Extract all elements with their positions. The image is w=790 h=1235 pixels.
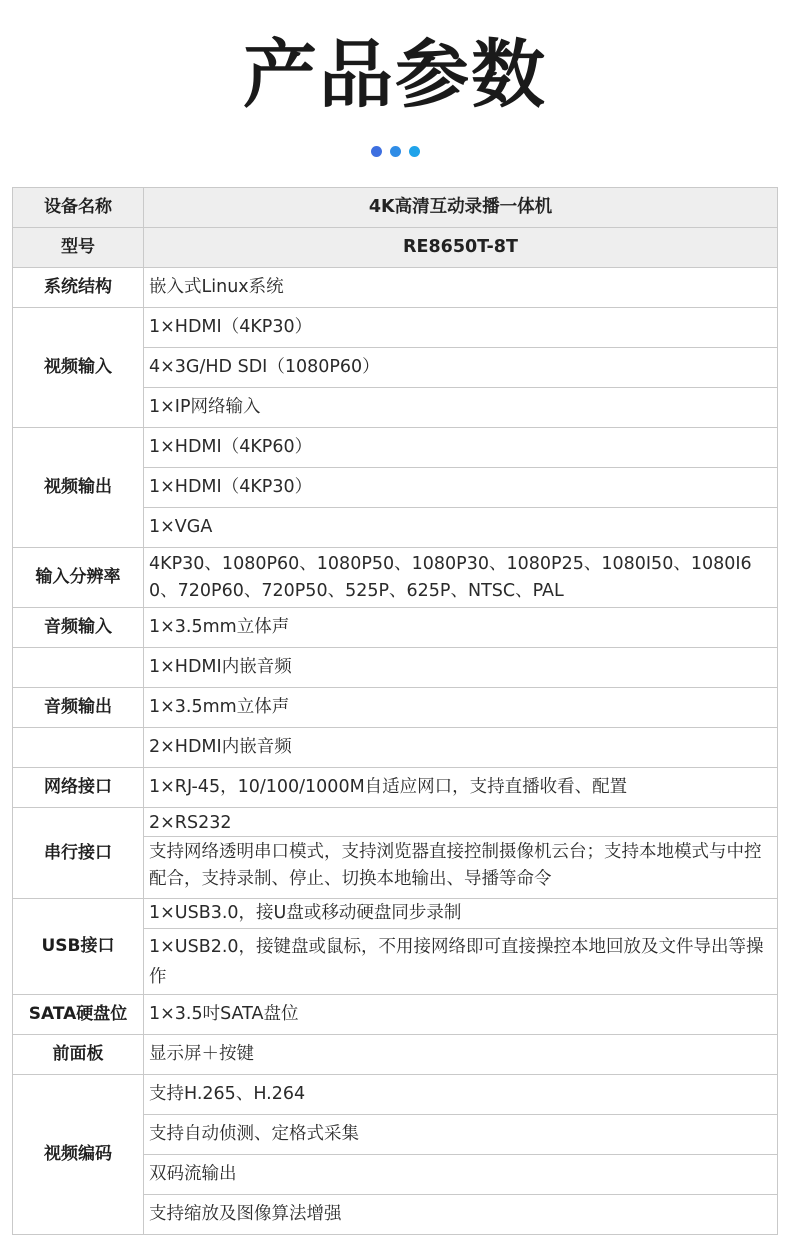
row-value: 双码流输出 bbox=[144, 1155, 778, 1195]
row-label: 串行接口 bbox=[13, 808, 144, 899]
table-row bbox=[13, 188, 778, 228]
dot-3 bbox=[409, 146, 420, 157]
row-value: 1×HDMI（4KP30） bbox=[144, 308, 778, 348]
row-value: 1×HDMI（4KP30） bbox=[144, 468, 778, 508]
table-row bbox=[13, 728, 778, 768]
row-value: 支持网络透明串口模式，支持浏览器直接控制摄像机云台；支持本地模式与中控配合，支持录制、停止、切换本地输出、导播等命令 bbox=[149, 842, 762, 889]
table-row bbox=[13, 899, 778, 929]
row-label: 输入分辨率 bbox=[13, 548, 144, 608]
row-value: 支持自动侦测、定格式采集 bbox=[144, 1115, 778, 1155]
row-value: 2×RS232 bbox=[144, 811, 777, 837]
empty-label-cell bbox=[13, 728, 144, 768]
row-value: 支持H.265、H.264 bbox=[144, 1075, 778, 1115]
table-row bbox=[13, 608, 778, 648]
device-name-value: 4K高清互动录播一体机 bbox=[144, 188, 778, 228]
row-value: 显示屏＋按键 bbox=[144, 1035, 778, 1075]
row-value: 4×3G/HD SDI（1080P60） bbox=[144, 348, 778, 388]
row-value: 1×USB3.0，接U盘或移动硬盘同步录制 bbox=[144, 899, 778, 929]
table-row bbox=[13, 995, 778, 1035]
row-label: 音频输入 bbox=[13, 608, 144, 648]
row-value: 1×USB2.0，接键盘或鼠标，不用接网络即可直接操控本地回放及文件导出等操作 bbox=[144, 929, 778, 995]
page-title: 产品参数 bbox=[243, 32, 547, 118]
row-value: 嵌入式Linux系统 bbox=[144, 268, 778, 308]
row-label: SATA硬盘位 bbox=[13, 995, 144, 1035]
table-row bbox=[13, 1035, 778, 1075]
row-value: 1×IP网络输入 bbox=[144, 388, 778, 428]
row-value: 1×3.5mm立体声 bbox=[144, 608, 778, 648]
row-value: 支持缩放及图像算法增强 bbox=[144, 1195, 778, 1235]
row-label: 网络接口 bbox=[13, 768, 144, 808]
row-value: 1×RJ-45，10/100/1000M自适应网口，支持直播收看、配置 bbox=[144, 768, 778, 808]
empty-label-cell bbox=[13, 648, 144, 688]
table-row bbox=[13, 308, 778, 348]
row-label: 视频编码 bbox=[13, 1075, 144, 1235]
row-value: 1×VGA bbox=[144, 508, 778, 548]
row-value: 1×3.5吋SATA盘位 bbox=[144, 995, 778, 1035]
table-row bbox=[13, 428, 778, 468]
table-row bbox=[13, 228, 778, 268]
table-row bbox=[13, 1075, 778, 1115]
row-label: 前面板 bbox=[13, 1035, 144, 1075]
dot-2 bbox=[390, 146, 401, 157]
row-label: 型号 bbox=[13, 228, 144, 268]
row-value: 1×HDMI内嵌音频 bbox=[144, 648, 778, 688]
row-value: 1×3.5mm立体声 bbox=[144, 688, 778, 728]
table-row bbox=[13, 688, 778, 728]
spec-table bbox=[12, 187, 778, 1235]
row-label: 视频输入 bbox=[13, 308, 144, 428]
row-value: 2×HDMI内嵌音频 bbox=[144, 728, 778, 768]
row-value-group bbox=[144, 808, 778, 899]
table-row bbox=[13, 768, 778, 808]
table-row bbox=[13, 268, 778, 308]
table-row bbox=[13, 808, 778, 899]
row-value: 1×HDMI（4KP60） bbox=[144, 428, 778, 468]
table-row bbox=[13, 648, 778, 688]
row-label: USB接口 bbox=[13, 899, 144, 995]
row-label: 视频输出 bbox=[13, 428, 144, 548]
dot-1 bbox=[371, 146, 382, 157]
table-row bbox=[13, 548, 778, 608]
row-label: 音频输出 bbox=[13, 688, 144, 728]
model-value: RE8650T-8T bbox=[144, 228, 778, 268]
row-label: 设备名称 bbox=[13, 188, 144, 228]
decorative-dots bbox=[0, 146, 790, 157]
row-label: 系统结构 bbox=[13, 268, 144, 308]
row-value: 4KP30、1080P60、1080P50、1080P30、1080P25、1080I50、1080I60、720P60、720P50、525P、625P、NTSC、PAL bbox=[144, 548, 778, 608]
